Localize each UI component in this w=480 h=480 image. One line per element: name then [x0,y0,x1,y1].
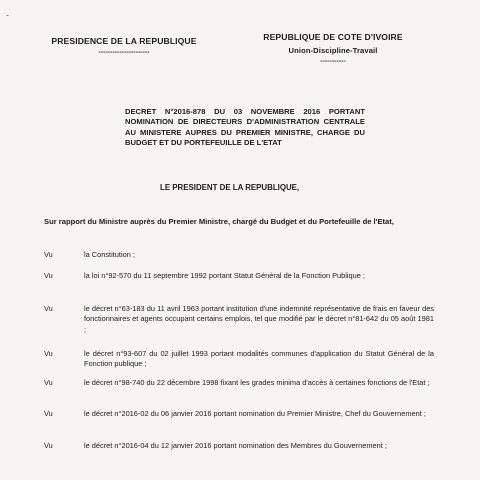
vu-text: le décret n°2016-04 du 12 janvier 2016 portant nomination des Membres du Gouvernement ; [84,441,387,450]
vu-label: Vu [44,378,53,387]
corner-mark: - [6,10,9,20]
vu-text: le décret n°93-607 du 02 juillet 1993 portant modalités communes d'application du Statut Général de la Fonction publique ; [84,349,434,369]
presidency-title: PRESIDENCE DE LA REPUBLIQUE [51,36,197,46]
rapport-paragraph: Sur rapport du Ministre auprès du Premier Ministre, chargé du Budget et du Portefeuille de l'Etat, [44,217,394,226]
vu-label: Vu [44,271,53,280]
vu-item [44,250,434,260]
header-left [44,36,204,56]
decree-title: DECRET N°2016-878 DU 03 NOVEMBRE 2016 PORTANT NOMINATION DE DIRECTEURS D'ADMINISTRATION CENTRALE AU MINISTERE AUPRES DU PREMIER MINISTRE, CHARGE DU BUDGET ET DU PORTEFEUILLE DE L'ETAT [125,107,365,148]
header-left-rule: ---------------------- [98,49,150,56]
vu-text: le décret n°63-183 du 11 avril 1963 portant institution d'une indemnité représentative de frais en faveur des fonctionnaires et agents occupant certains emplois, tel que modifié par le décret n°81-642 du 05 août 1981 ; [84,304,434,334]
vu-text: la Constitution ; [84,250,135,259]
header-right-rule: ----------- [320,58,346,65]
republic-title: REPUBLIQUE DE COTE D'IVOIRE [263,32,403,42]
vu-text: le décret n°98-740 du 22 décembre 1998 fixant les grades minima d'accès à certaines fonctions de l'Etat ; [84,378,430,387]
vu-item [44,271,434,281]
republic-motto: Union-Discipline-Travail [288,46,378,55]
president-heading: LE PRESIDENT DE LA REPUBLIQUE, [160,183,300,192]
vu-label: Vu [44,441,53,450]
vu-label: Vu [44,409,53,418]
vu-item [44,304,434,335]
vu-label: Vu [44,250,53,259]
vu-item [44,349,434,370]
vu-text: le décret n°2016-02 du 06 janvier 2016 portant nomination du Premier Ministre, Chef du Gouvernement ; [84,409,426,418]
vu-text: la loi n°92-570 du 11 septembre 1992 portant Statut Général de la Fonction Publique ; [84,271,365,280]
header-right [238,32,428,65]
vu-item [44,409,434,419]
vu-label: Vu [44,349,53,358]
vu-label: Vu [44,304,53,313]
vu-item [44,378,434,388]
vu-item [44,441,434,451]
